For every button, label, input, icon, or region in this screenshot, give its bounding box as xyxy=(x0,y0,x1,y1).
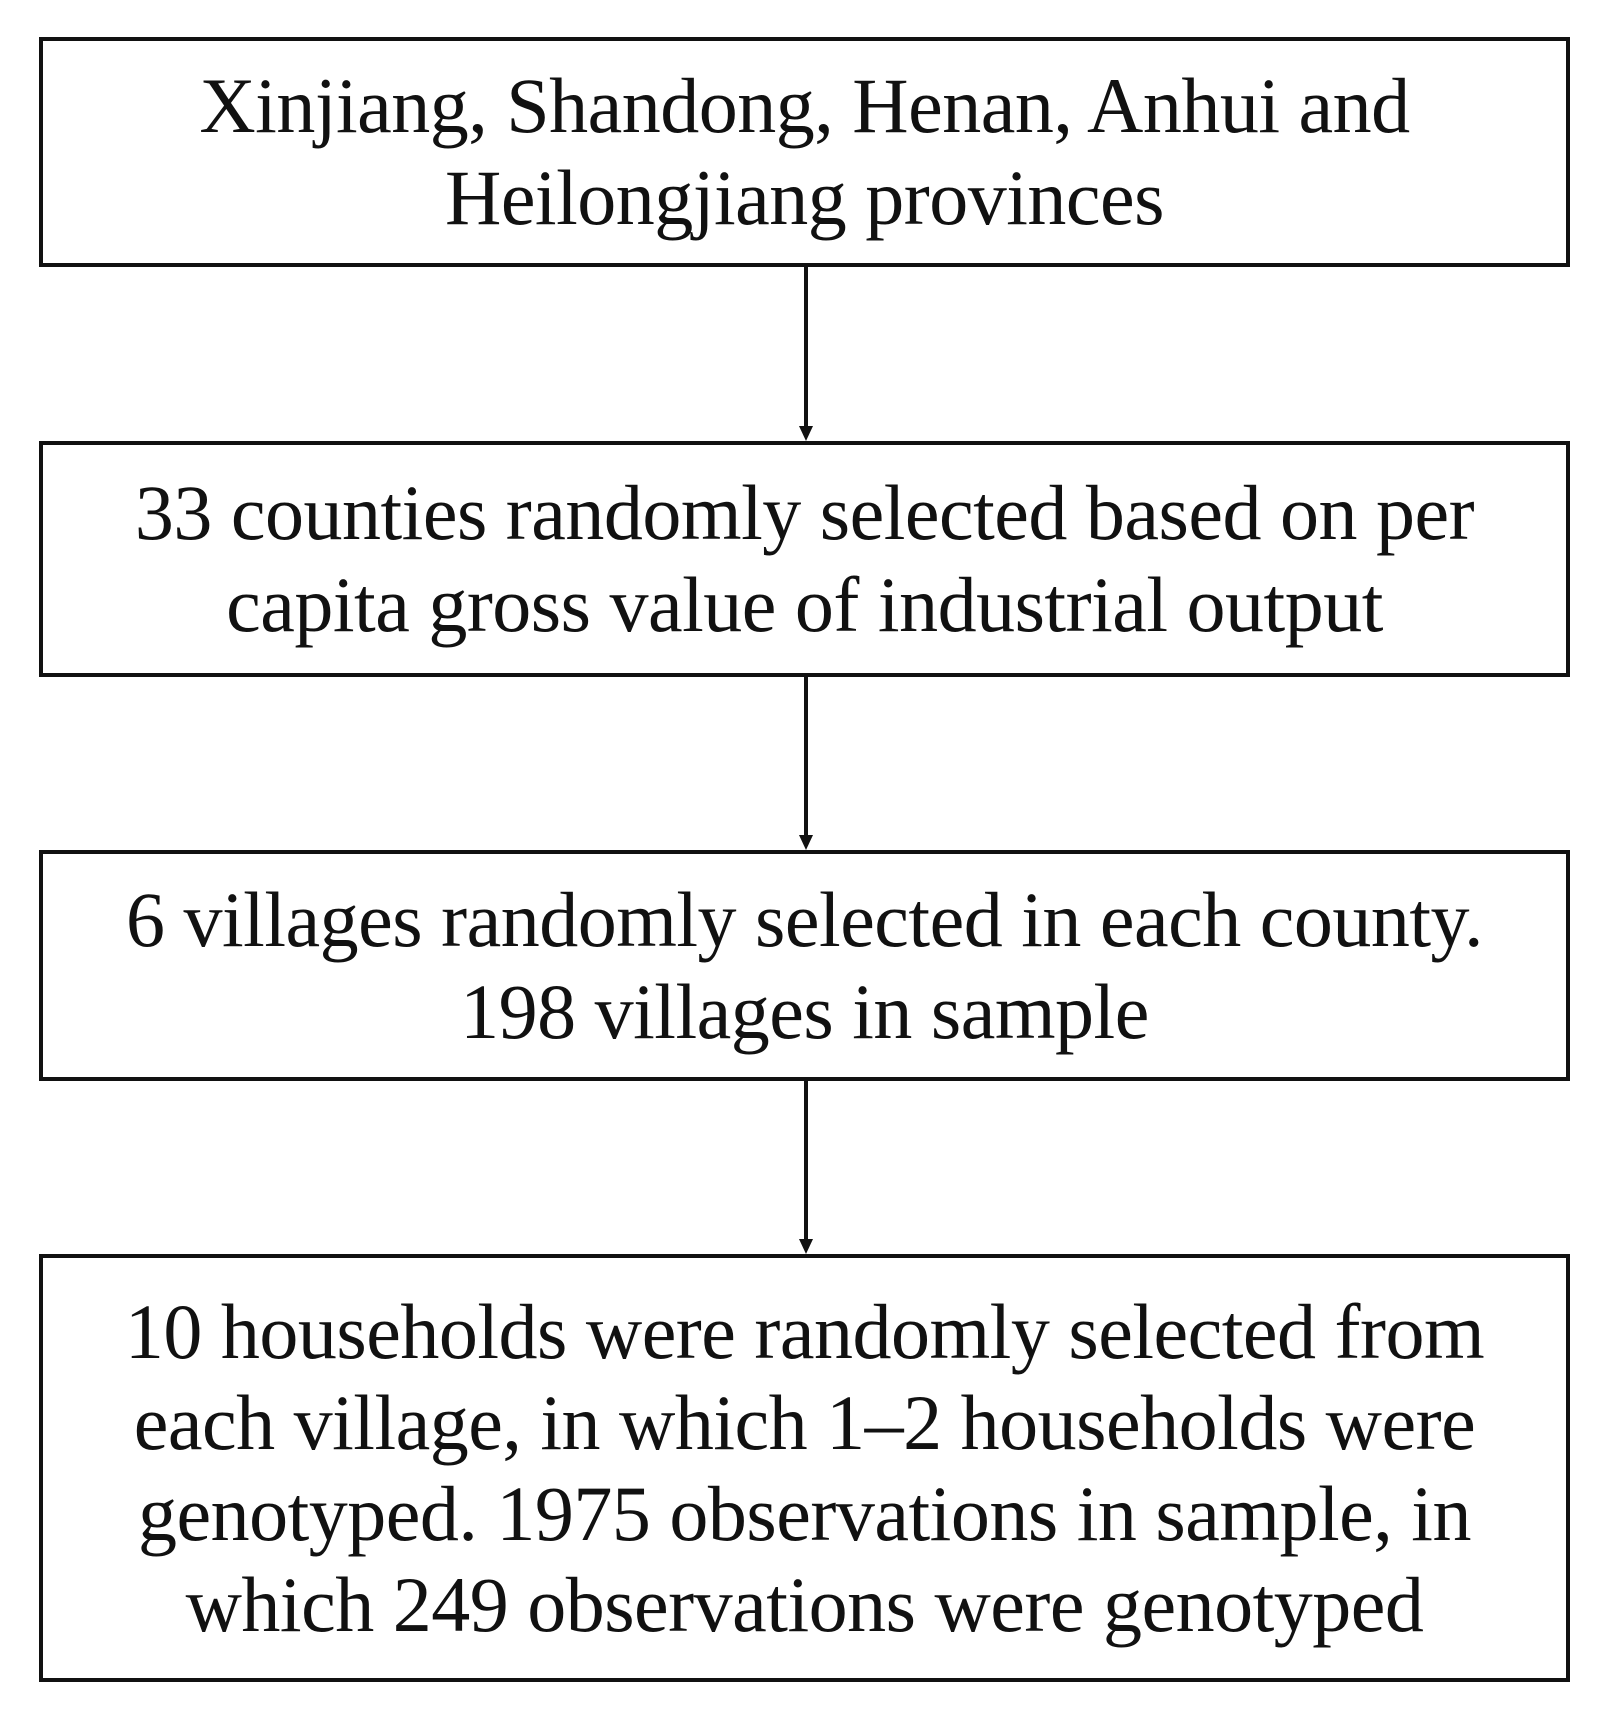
step-text-provinces xyxy=(199,60,1409,244)
step-text-households xyxy=(125,1286,1484,1650)
arrow-provinces-to-counties xyxy=(799,267,813,441)
step-box-villages xyxy=(39,850,1570,1081)
step-text-line: 198 villages in sample xyxy=(460,967,1149,1055)
step-text-line: genotyped. 1975 observations in sample, in xyxy=(138,1470,1471,1557)
step-text-line: Xinjiang, Shandong, Henan, Anhui and xyxy=(199,62,1410,149)
step-text-line: 6 villages randomly selected in each county. xyxy=(126,875,1483,963)
step-text-line: 10 households were randomly selected from xyxy=(124,1288,1485,1375)
step-text-line: 33 counties randomly selected based on per xyxy=(134,469,1475,556)
step-box-provinces xyxy=(39,37,1570,267)
step-box-households xyxy=(39,1254,1570,1682)
step-text-counties xyxy=(135,467,1474,651)
arrow-villages-to-households xyxy=(799,1081,813,1254)
step-text-line: which 249 observations were genotyped xyxy=(185,1561,1424,1648)
arrow-counties-to-villages xyxy=(799,677,813,850)
step-box-counties xyxy=(39,441,1570,677)
step-text-line: Heilongjiang provinces xyxy=(444,154,1164,241)
step-text-line: each village, in which 1–2 households were xyxy=(133,1379,1476,1466)
step-text-villages xyxy=(126,874,1483,1058)
step-text-line: capita gross value of industrial output xyxy=(226,561,1383,648)
